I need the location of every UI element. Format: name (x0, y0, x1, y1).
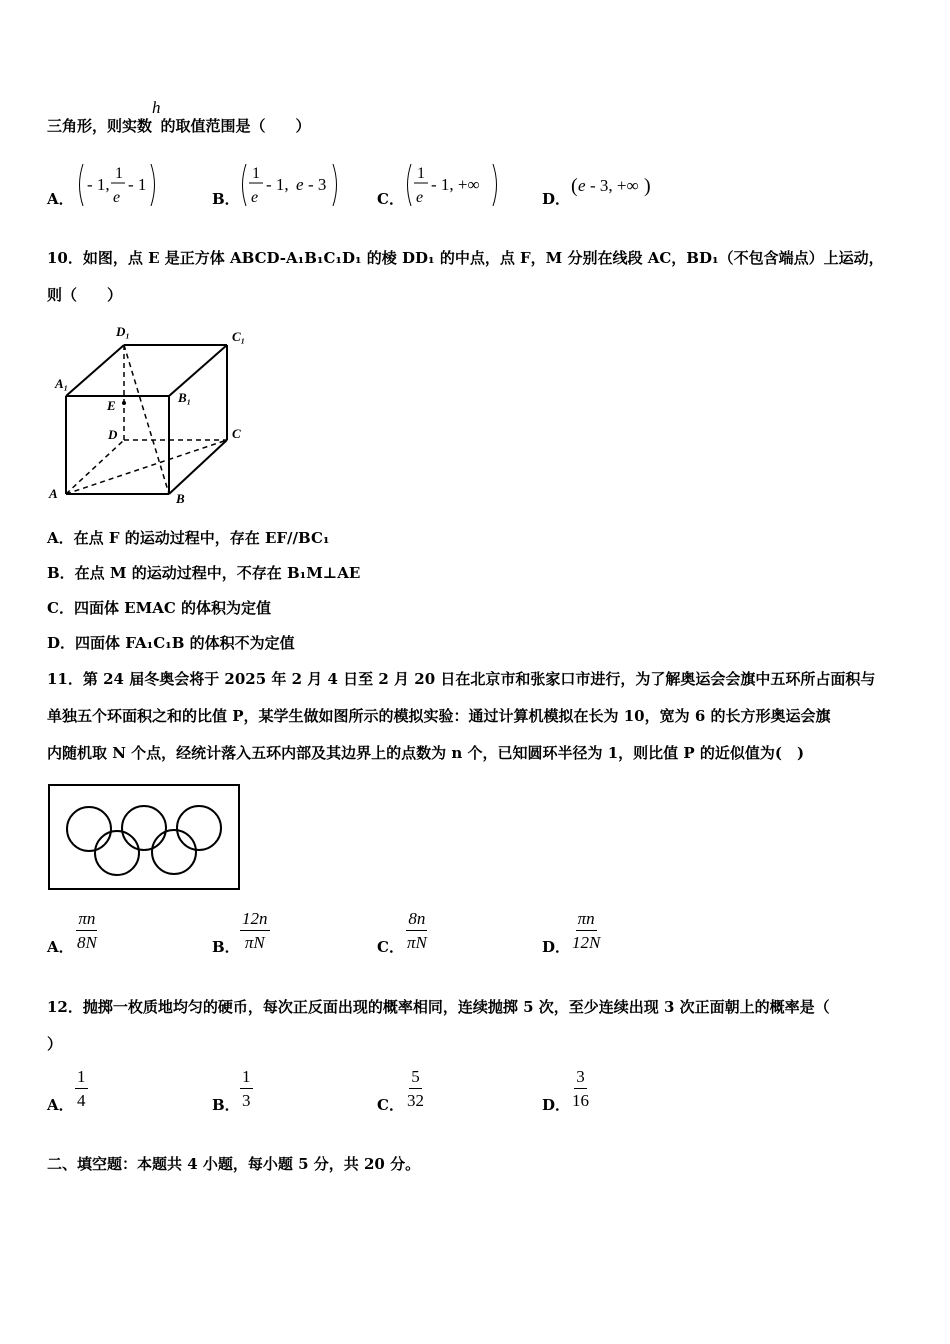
fraction-denominator: 12N (572, 933, 601, 952)
q9-option-a-math (75, 160, 195, 210)
svg-text:e: e (251, 189, 259, 206)
option-label: A． (47, 1096, 74, 1114)
q12-options (47, 1066, 747, 1122)
svg-text:1: 1 (417, 165, 425, 182)
label-D1: D₁ (116, 324, 130, 339)
fraction-denominator: πN (244, 933, 265, 952)
option-label: D． (542, 938, 571, 956)
q9-option-c-math (403, 160, 533, 210)
q11-stem-line3: 内随机取 N 个点，经统计落入五环内部及其边界上的点数为 n 个，已知圆环半径为 1，则比值 P 的近似值为( ) (47, 744, 805, 762)
fraction (570, 908, 602, 955)
fraction-numerator: 12n (240, 908, 270, 931)
label-A: A (49, 486, 58, 501)
option-label: D． (542, 1096, 571, 1114)
q10-option-a: A．在点 F 的运动过程中，存在 EF//BC₁ (47, 529, 330, 547)
fraction-numerator: 8n (406, 908, 427, 931)
option-label: A． (47, 938, 74, 956)
fraction-numerator: 1 (75, 1066, 88, 1089)
label-B1: B₁ (178, 390, 192, 405)
svg-text:): ) (644, 175, 651, 197)
q9-stem-before: 三角形，则实数 (47, 117, 153, 135)
option-label: A． (47, 190, 74, 208)
fraction-numerator: 5 (409, 1066, 422, 1089)
fraction-numerator: πn (576, 908, 597, 931)
svg-text:- 1, +∞: - 1, +∞ (431, 175, 480, 194)
option-label: B． (212, 1096, 240, 1114)
svg-text:1: 1 (115, 165, 123, 182)
svg-text:- 3, +∞: - 3, +∞ (590, 176, 639, 195)
svg-text:e: e (578, 176, 586, 195)
svg-text:e: e (113, 189, 121, 206)
option-label: C． (377, 1096, 404, 1114)
svg-text:1: 1 (252, 165, 260, 182)
label-B: B (176, 491, 185, 506)
q9-stem-after: 的取值范围是（ ） (160, 117, 311, 135)
fraction-numerator: πn (76, 908, 97, 931)
svg-text:- 1,: - 1, (266, 175, 289, 194)
option-label: C． (377, 190, 404, 208)
section-2-heading: 二、填空题：本题共 4 小题，每小题 5 分，共 20 分。 (47, 1155, 421, 1173)
label-C: C (232, 426, 241, 441)
label-C1: C₁ (232, 329, 246, 344)
cube-figure (44, 322, 254, 507)
fraction (75, 1066, 88, 1113)
fraction (405, 1066, 426, 1113)
fraction-denominator: 16 (572, 1091, 589, 1110)
label-E: E (107, 398, 116, 413)
fraction-denominator: 32 (407, 1091, 424, 1110)
fraction (240, 908, 270, 955)
q9-option-b-math (238, 160, 368, 210)
olympic-rings-figure (47, 783, 243, 893)
q9-stem (47, 98, 311, 136)
svg-text:- 1: - 1 (128, 175, 147, 194)
option-label: C． (377, 938, 404, 956)
q11-stem-line2: 单独五个环面积之和的比值 P，某学生做如图所示的模拟实验：通过计算机模拟在长为 10，宽为 6 的长方形奥运会旗 (47, 707, 831, 725)
svg-text:- 1,: - 1, (87, 175, 110, 194)
q9-option-d-math (568, 160, 678, 210)
fraction-denominator: 4 (77, 1091, 86, 1110)
q11-stem-line1: 11．第 24 届冬奥会将于 2025 年 2 月 4 日至 2 月 20 日在北京市和张家口市进行，为了解奥运会会旗中五环所占面积与 (47, 670, 876, 688)
label-A1: A₁ (55, 376, 69, 391)
q12-stem-line1: 12．抛掷一枚质地均匀的硬币，每次正反面出现的概率相同，连续抛掷 5 次，至少连续出现 3 次正面朝上的概率是（ (47, 998, 830, 1016)
fraction-denominator: πN (407, 933, 427, 952)
svg-text:(: ( (571, 175, 578, 197)
option-label: D． (542, 190, 571, 208)
q10-stem-line1: 10．如图，点 E 是正方体 ABCD-A₁B₁C₁D₁ 的棱 DD₁ 的中点，点 F，M 分别在线段 AC，BD₁（不包含端点）上运动， (47, 249, 884, 267)
fraction (75, 908, 99, 955)
fraction-numerator: 3 (574, 1066, 587, 1089)
fraction-denominator: 3 (242, 1091, 251, 1110)
option-label: B． (212, 190, 240, 208)
q9-options (47, 160, 747, 210)
fraction (405, 908, 429, 955)
fraction (240, 1066, 253, 1113)
q10-option-c: C．四面体 EMAC 的体积为定值 (47, 599, 271, 617)
q11-options (47, 908, 747, 964)
q12-stem-line2: ） (47, 1035, 63, 1053)
q10-option-d: D．四面体 FA₁C₁B 的体积不为定值 (47, 634, 295, 652)
label-D: D (108, 427, 118, 442)
fraction-numerator: 1 (240, 1066, 253, 1089)
q10-stem-line2: 则（ ） (47, 286, 123, 304)
q9-var-h: h (152, 98, 161, 117)
fraction (570, 1066, 591, 1113)
svg-text:- 3: - 3 (308, 175, 327, 194)
option-label: B． (212, 938, 240, 956)
q10-option-b: B．在点 M 的运动过程中，不存在 B₁M⊥AE (47, 564, 361, 582)
svg-text:e: e (296, 175, 304, 194)
fraction-denominator: 8N (77, 933, 97, 952)
svg-text:e: e (416, 189, 424, 206)
